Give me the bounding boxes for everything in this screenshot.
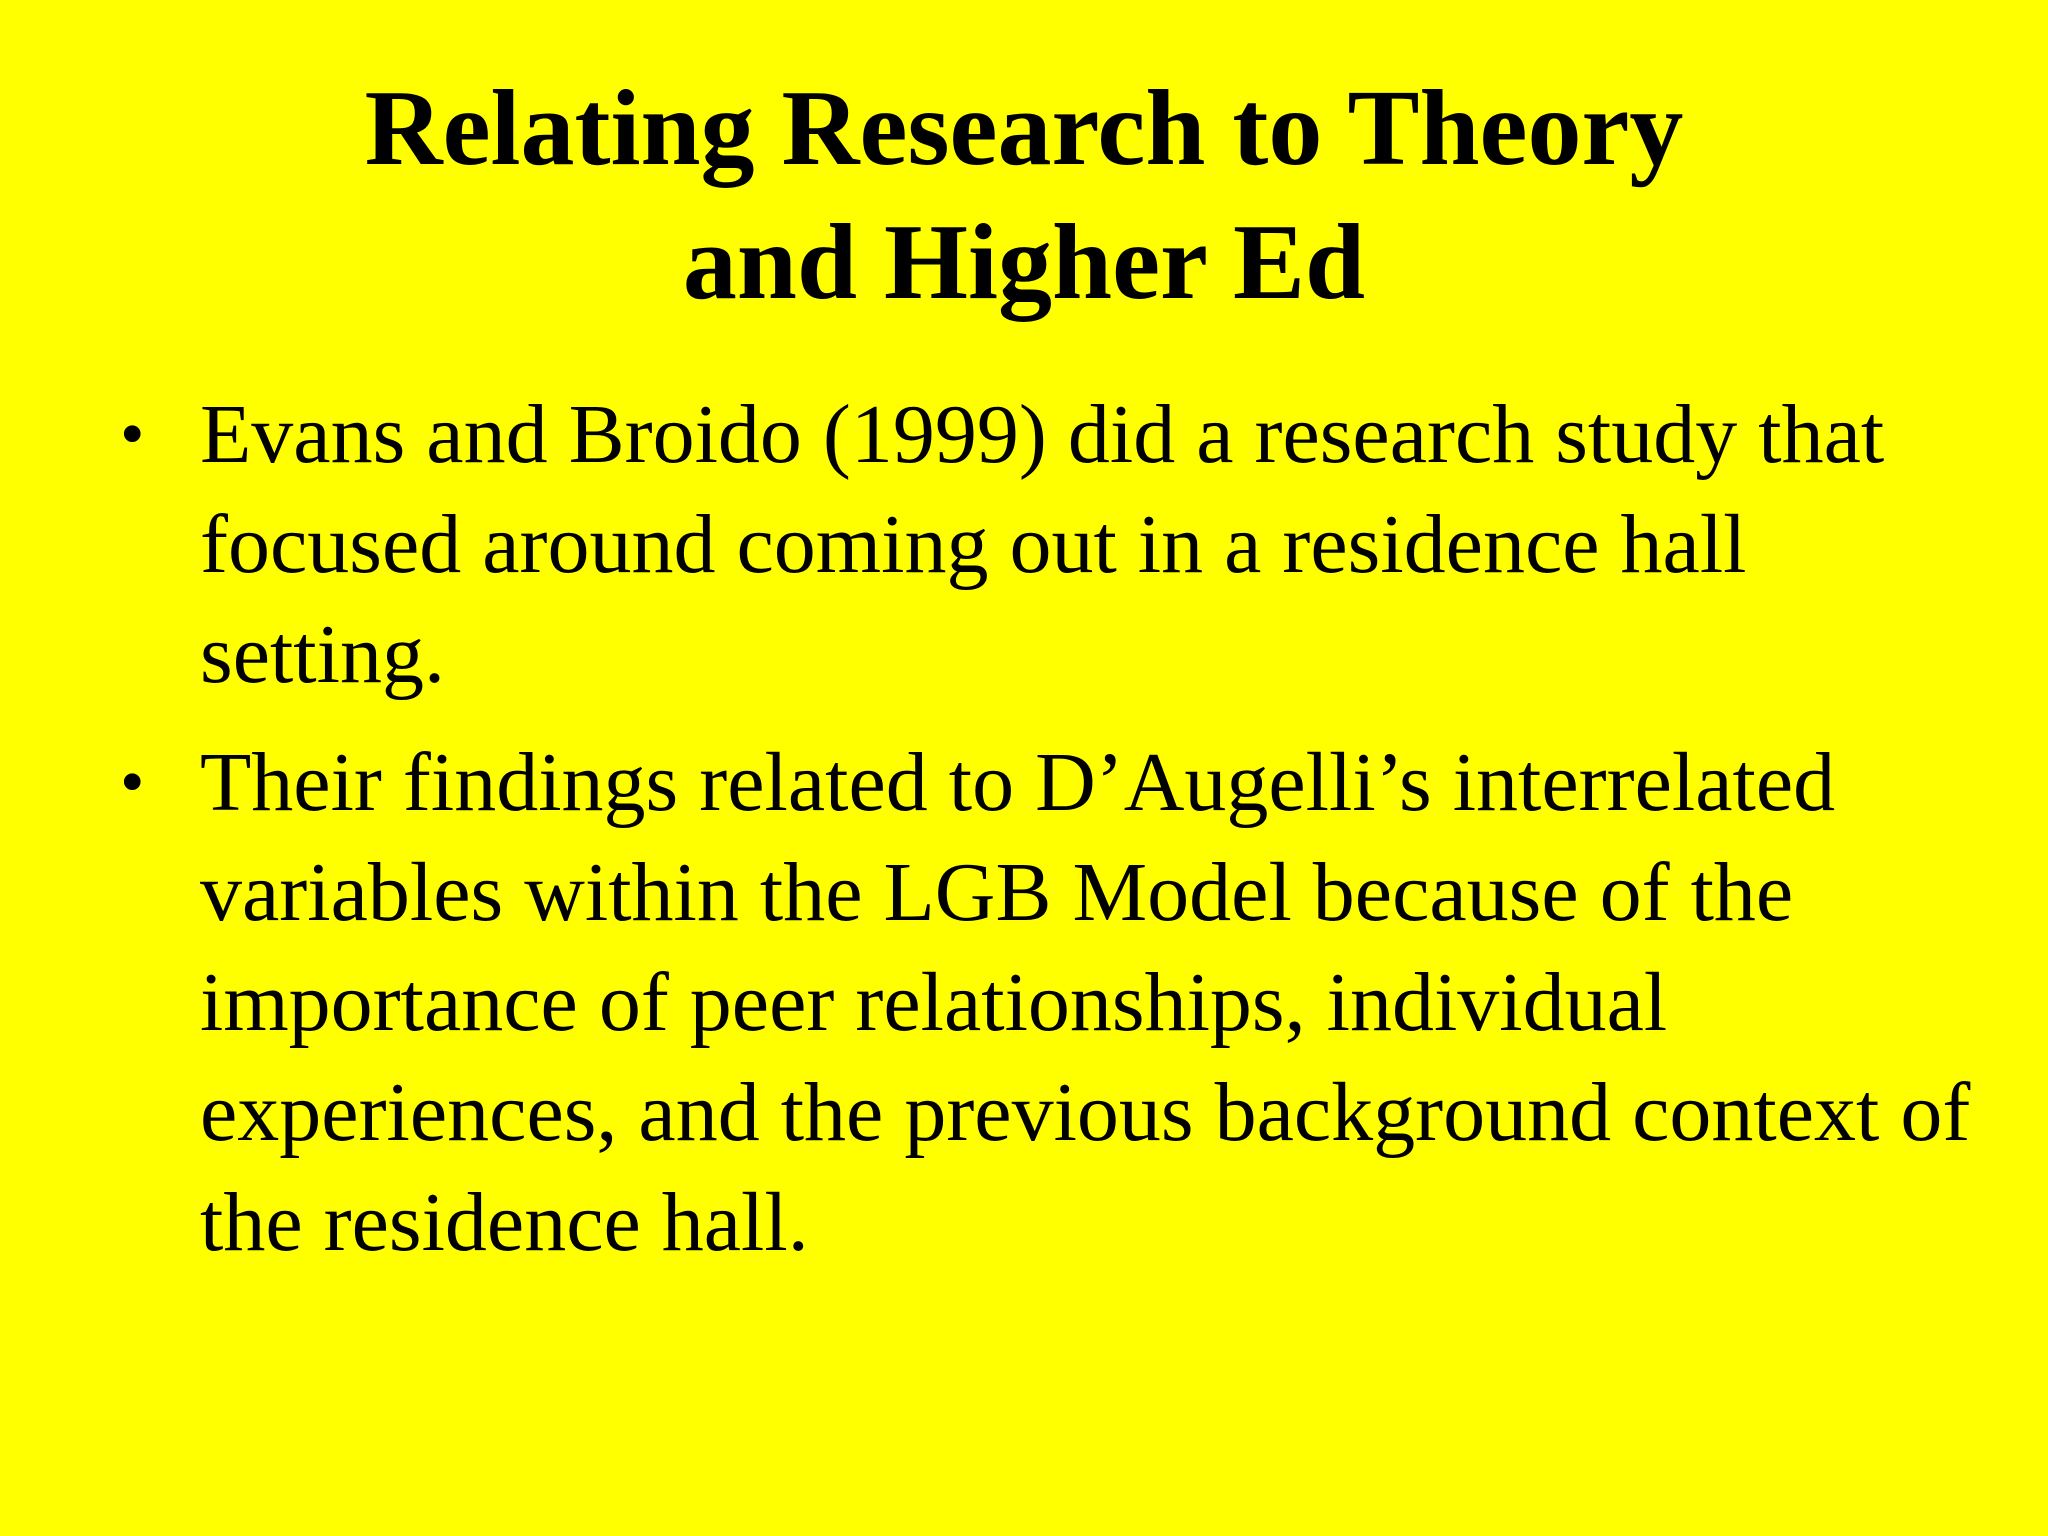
slide-title-line-1: Relating Research to Theory: [364, 69, 1684, 188]
bullet-item-2: [120, 728, 1980, 1278]
slide-title: [0, 62, 2048, 330]
slide-title-line-2: and Higher Ed: [682, 203, 1366, 322]
bullet-list: [120, 380, 1980, 1296]
bullet-text-2: Their findings related to D’Augelli’s interrelated variables within the LGB Model because of the importance of peer relationships, individual experiences, and the previous background context of the residence hall.: [200, 736, 1971, 1269]
bullet-icon: •: [120, 396, 145, 473]
bullet-icon: •: [120, 744, 145, 821]
bullet-item-1: [120, 380, 1980, 710]
bullet-text-1: Evans and Broido (1999) did a research study that focused around coming out in a residence hall setting.: [200, 388, 1885, 701]
